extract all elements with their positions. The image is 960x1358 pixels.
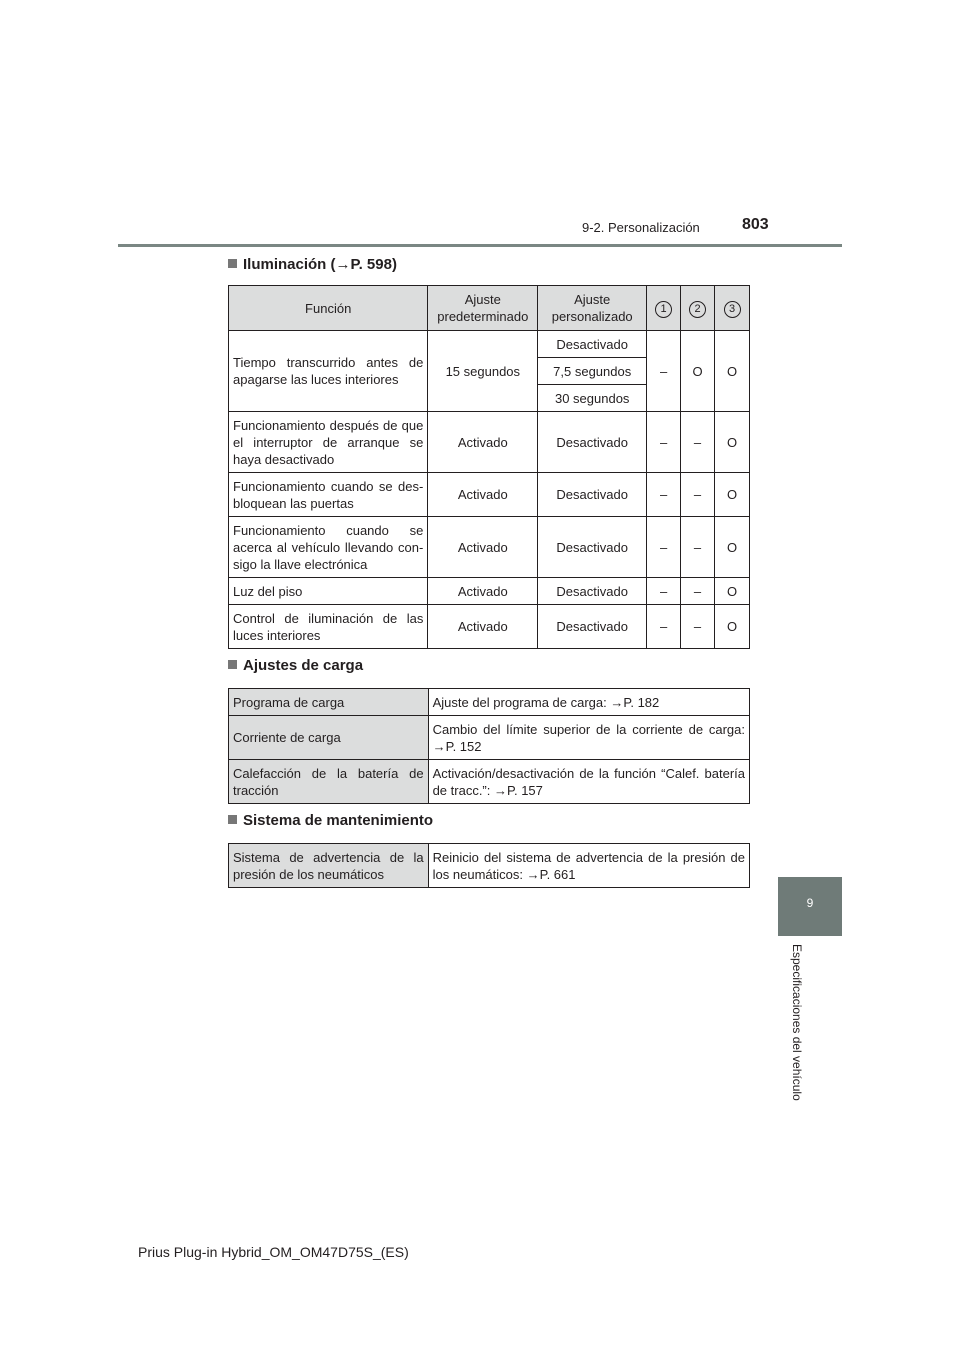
heading-iluminacion (228, 256, 397, 273)
col2-cell: – (681, 578, 715, 605)
custom-cell: Desactivado (538, 331, 647, 358)
function-cell: Funcionamiento después de que el interruptor de arranque se haya desactivado (229, 412, 428, 473)
col2-cell: – (681, 517, 715, 578)
custom-cell: Desactivado (538, 517, 647, 578)
custom-cell: Desactivado (538, 605, 647, 649)
setting-label: Programa de carga (229, 689, 429, 716)
table-row (229, 473, 750, 517)
col3-cell: O (715, 473, 750, 517)
default-cell: Activado (428, 605, 538, 649)
function-cell: Tiempo transcurrido antes de apagarse las luces interiores (229, 331, 428, 412)
col2-cell: – (681, 605, 715, 649)
table-row (229, 412, 750, 473)
table-row (229, 844, 750, 888)
header-default: Ajuste predeterminado (428, 286, 538, 331)
footer-document-id: Prius Plug-in Hybrid_OM_OM47D75S_(ES) (138, 1244, 409, 1260)
heading-text: Iluminación (→P. 598) (243, 256, 397, 273)
circled-2-icon: 2 (689, 301, 706, 318)
col2-cell: – (681, 473, 715, 517)
col1-cell: – (647, 517, 681, 578)
default-cell: Activado (428, 517, 538, 578)
heading-mantenimiento (228, 812, 433, 829)
default-cell: Activado (428, 473, 538, 517)
table-row (229, 331, 750, 358)
circled-3-icon: 3 (724, 301, 741, 318)
heading-ajustes-carga (228, 657, 363, 674)
table-row (229, 517, 750, 578)
setting-value: Cambio del límite superior de la corriente de carga: →P. 152 (428, 716, 749, 760)
table-header-row (229, 286, 750, 331)
charging-table (228, 688, 750, 804)
col3-cell: O (715, 517, 750, 578)
col3-cell: O (715, 578, 750, 605)
custom-cell: 7,5 segundos (538, 358, 647, 385)
col1-cell: – (647, 412, 681, 473)
col1-cell: – (647, 605, 681, 649)
page-number: 803 (742, 216, 769, 233)
heading-text: Sistema de mantenimiento (243, 812, 434, 829)
custom-cell: Desactivado (538, 578, 647, 605)
table-row (229, 689, 750, 716)
header-function: Función (229, 286, 428, 331)
function-cell: Funcionamiento cuando se acerca al vehículo llevando con-sigo la llave electrónica (229, 517, 428, 578)
table-row (229, 760, 750, 804)
col3-cell: O (715, 412, 750, 473)
default-cell: Activado (428, 578, 538, 605)
setting-label: Calefacción de la batería de tracción (229, 760, 429, 804)
default-cell: Activado (428, 412, 538, 473)
header-col-2 (681, 286, 715, 331)
col2-cell: – (681, 412, 715, 473)
col2-cell: O (681, 331, 715, 412)
table-row (229, 716, 750, 760)
header-custom: Ajuste personalizado (538, 286, 647, 331)
circled-1-icon: 1 (655, 301, 672, 318)
maintenance-table (228, 843, 750, 888)
table-row (229, 578, 750, 605)
function-cell: Funcionamiento cuando se des-bloquean las puertas (229, 473, 428, 517)
function-cell: Luz del piso (229, 578, 428, 605)
col1-cell: – (647, 578, 681, 605)
col3-cell: O (715, 331, 750, 412)
setting-label: Sistema de advertencia de la presión de los neumáticos (229, 844, 429, 888)
custom-cell: 30 segundos (538, 385, 647, 412)
col3-cell: O (715, 605, 750, 649)
table-row (229, 605, 750, 649)
col1-cell: – (647, 331, 681, 412)
setting-value: Reinicio del sistema de advertencia de la presión de los neumáticos: →P. 661 (428, 844, 749, 888)
setting-value: Ajuste del programa de carga: →P. 182 (428, 689, 749, 716)
section-title: 9-2. Personalización (582, 220, 700, 235)
header-col-3 (715, 286, 750, 331)
lighting-table (228, 285, 750, 649)
header-divider (118, 244, 842, 247)
setting-label: Corriente de carga (229, 716, 429, 760)
custom-cell: Desactivado (538, 473, 647, 517)
col1-cell: – (647, 473, 681, 517)
chapter-tab[interactable] (778, 877, 842, 936)
square-bullet-icon (228, 259, 237, 268)
custom-cell: Desactivado (538, 412, 647, 473)
chapter-caption: Especificaciones del vehículo (790, 944, 804, 1101)
function-cell: Control de iluminación de las luces interiores (229, 605, 428, 649)
header-col-1 (647, 286, 681, 331)
chapter-number: 9 (806, 896, 814, 910)
heading-text: Ajustes de carga (243, 657, 364, 674)
setting-value: Activación/desactivación de la función “Calef. batería de tracc.”: →P. 157 (428, 760, 749, 804)
default-cell: 15 segundos (428, 331, 538, 412)
square-bullet-icon (228, 815, 237, 824)
square-bullet-icon (228, 660, 237, 669)
